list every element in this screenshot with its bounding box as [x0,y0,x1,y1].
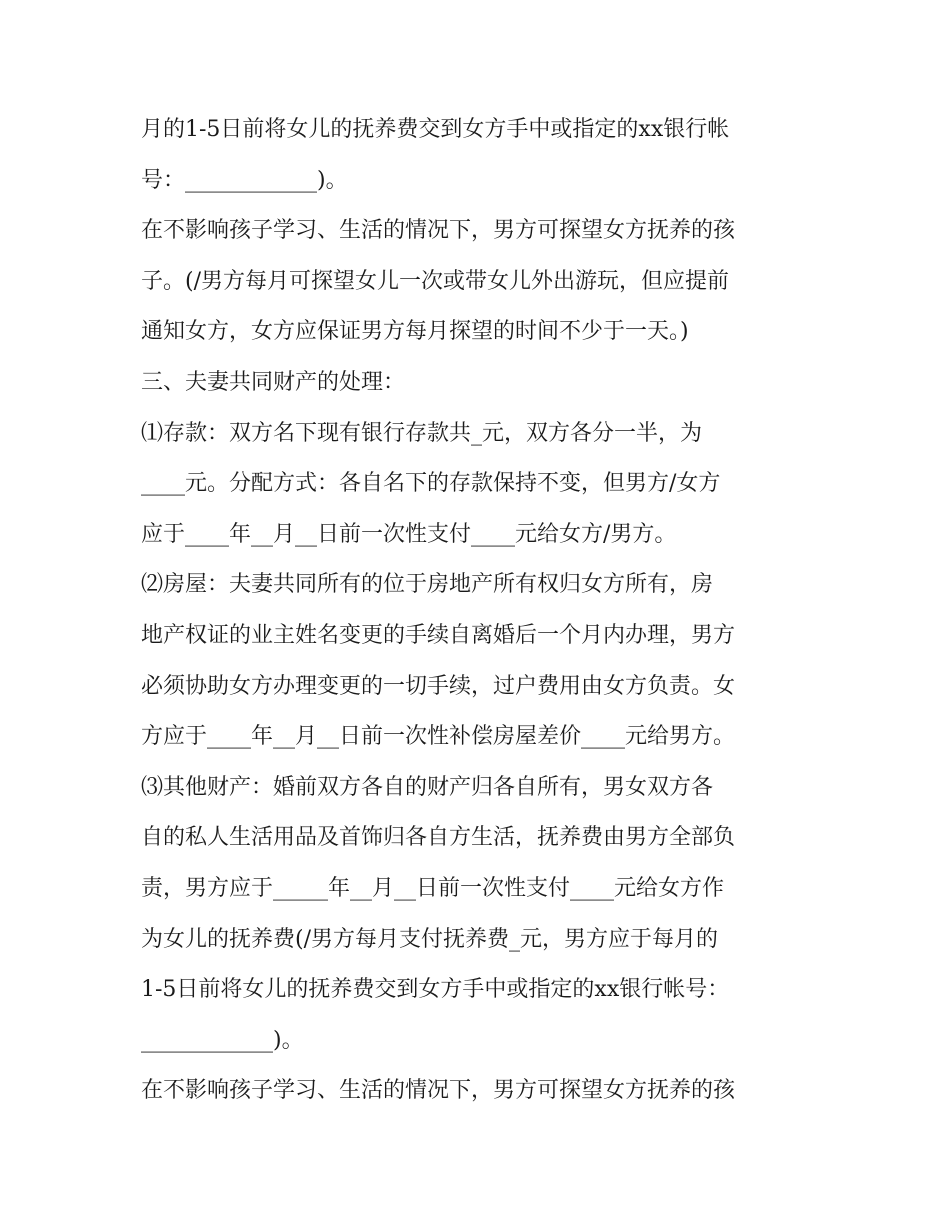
text-line: 子。(/男方每月可探望女儿一次或带女儿外出游玩，但应提前 [141,268,729,294]
text-line: 为女儿的抚养费(/男方每月支付抚养费_元，男方应于每月的 [141,926,718,952]
text-line: ⑶其他财产：婚前双方各自的财产归各自所有，男女双方各 [141,774,714,800]
text-line: 自的私人生活用品及首饰归各自方生活，抚养费由男方全部负 [141,825,736,851]
section-heading: 三、夫妻共同财产的处理： [141,369,406,395]
text-line: ____元。分配方式：各自名下的存款保持不变，但男方/女方 [141,471,721,497]
text-line: 应于____年__月__日前一次性支付____元给女方/男方。 [141,521,677,547]
text-line: 必须协助女方办理变更的一切手续，过户费用由女方负责。女 [141,673,736,699]
text-line: ⑵房屋：夫妻共同所有的位于房地产所有权归女方所有，房 [141,572,714,598]
text-line: 月的1-5日前将女儿的抚养费交到女方手中或指定的xx银行帐 [141,117,730,142]
text-line: 号：____________)。 [141,167,348,193]
text-line: 责，男方应于_____年__月__日前一次性支付____元给女方作 [141,875,725,901]
text-line: 地产权证的业主姓名变更的手续自离婚后一个月内办理，男方 [141,622,736,648]
text-line: 1-5日前将女儿的抚养费交到女方手中或指定的xx银行帐号： [141,977,730,1003]
text-line: 在不影响孩子学习、生活的情况下，男方可探望女方抚养的孩 [141,1078,736,1104]
agreement-text [141,105,821,1117]
text-line: 在不影响孩子学习、生活的情况下，男方可探望女方抚养的孩 [141,218,736,244]
text-line: 通知女方，女方应保证男方每月探望的时间不少于一天。) [141,319,689,345]
text-line: ⑴存款：双方名下现有银行存款共_元，双方各分一半，为 [141,420,703,446]
text-line: 方应于____年__月__日前一次性补偿房屋差价____元给男方。 [141,724,736,750]
text-line: ____________)。 [141,1027,304,1053]
